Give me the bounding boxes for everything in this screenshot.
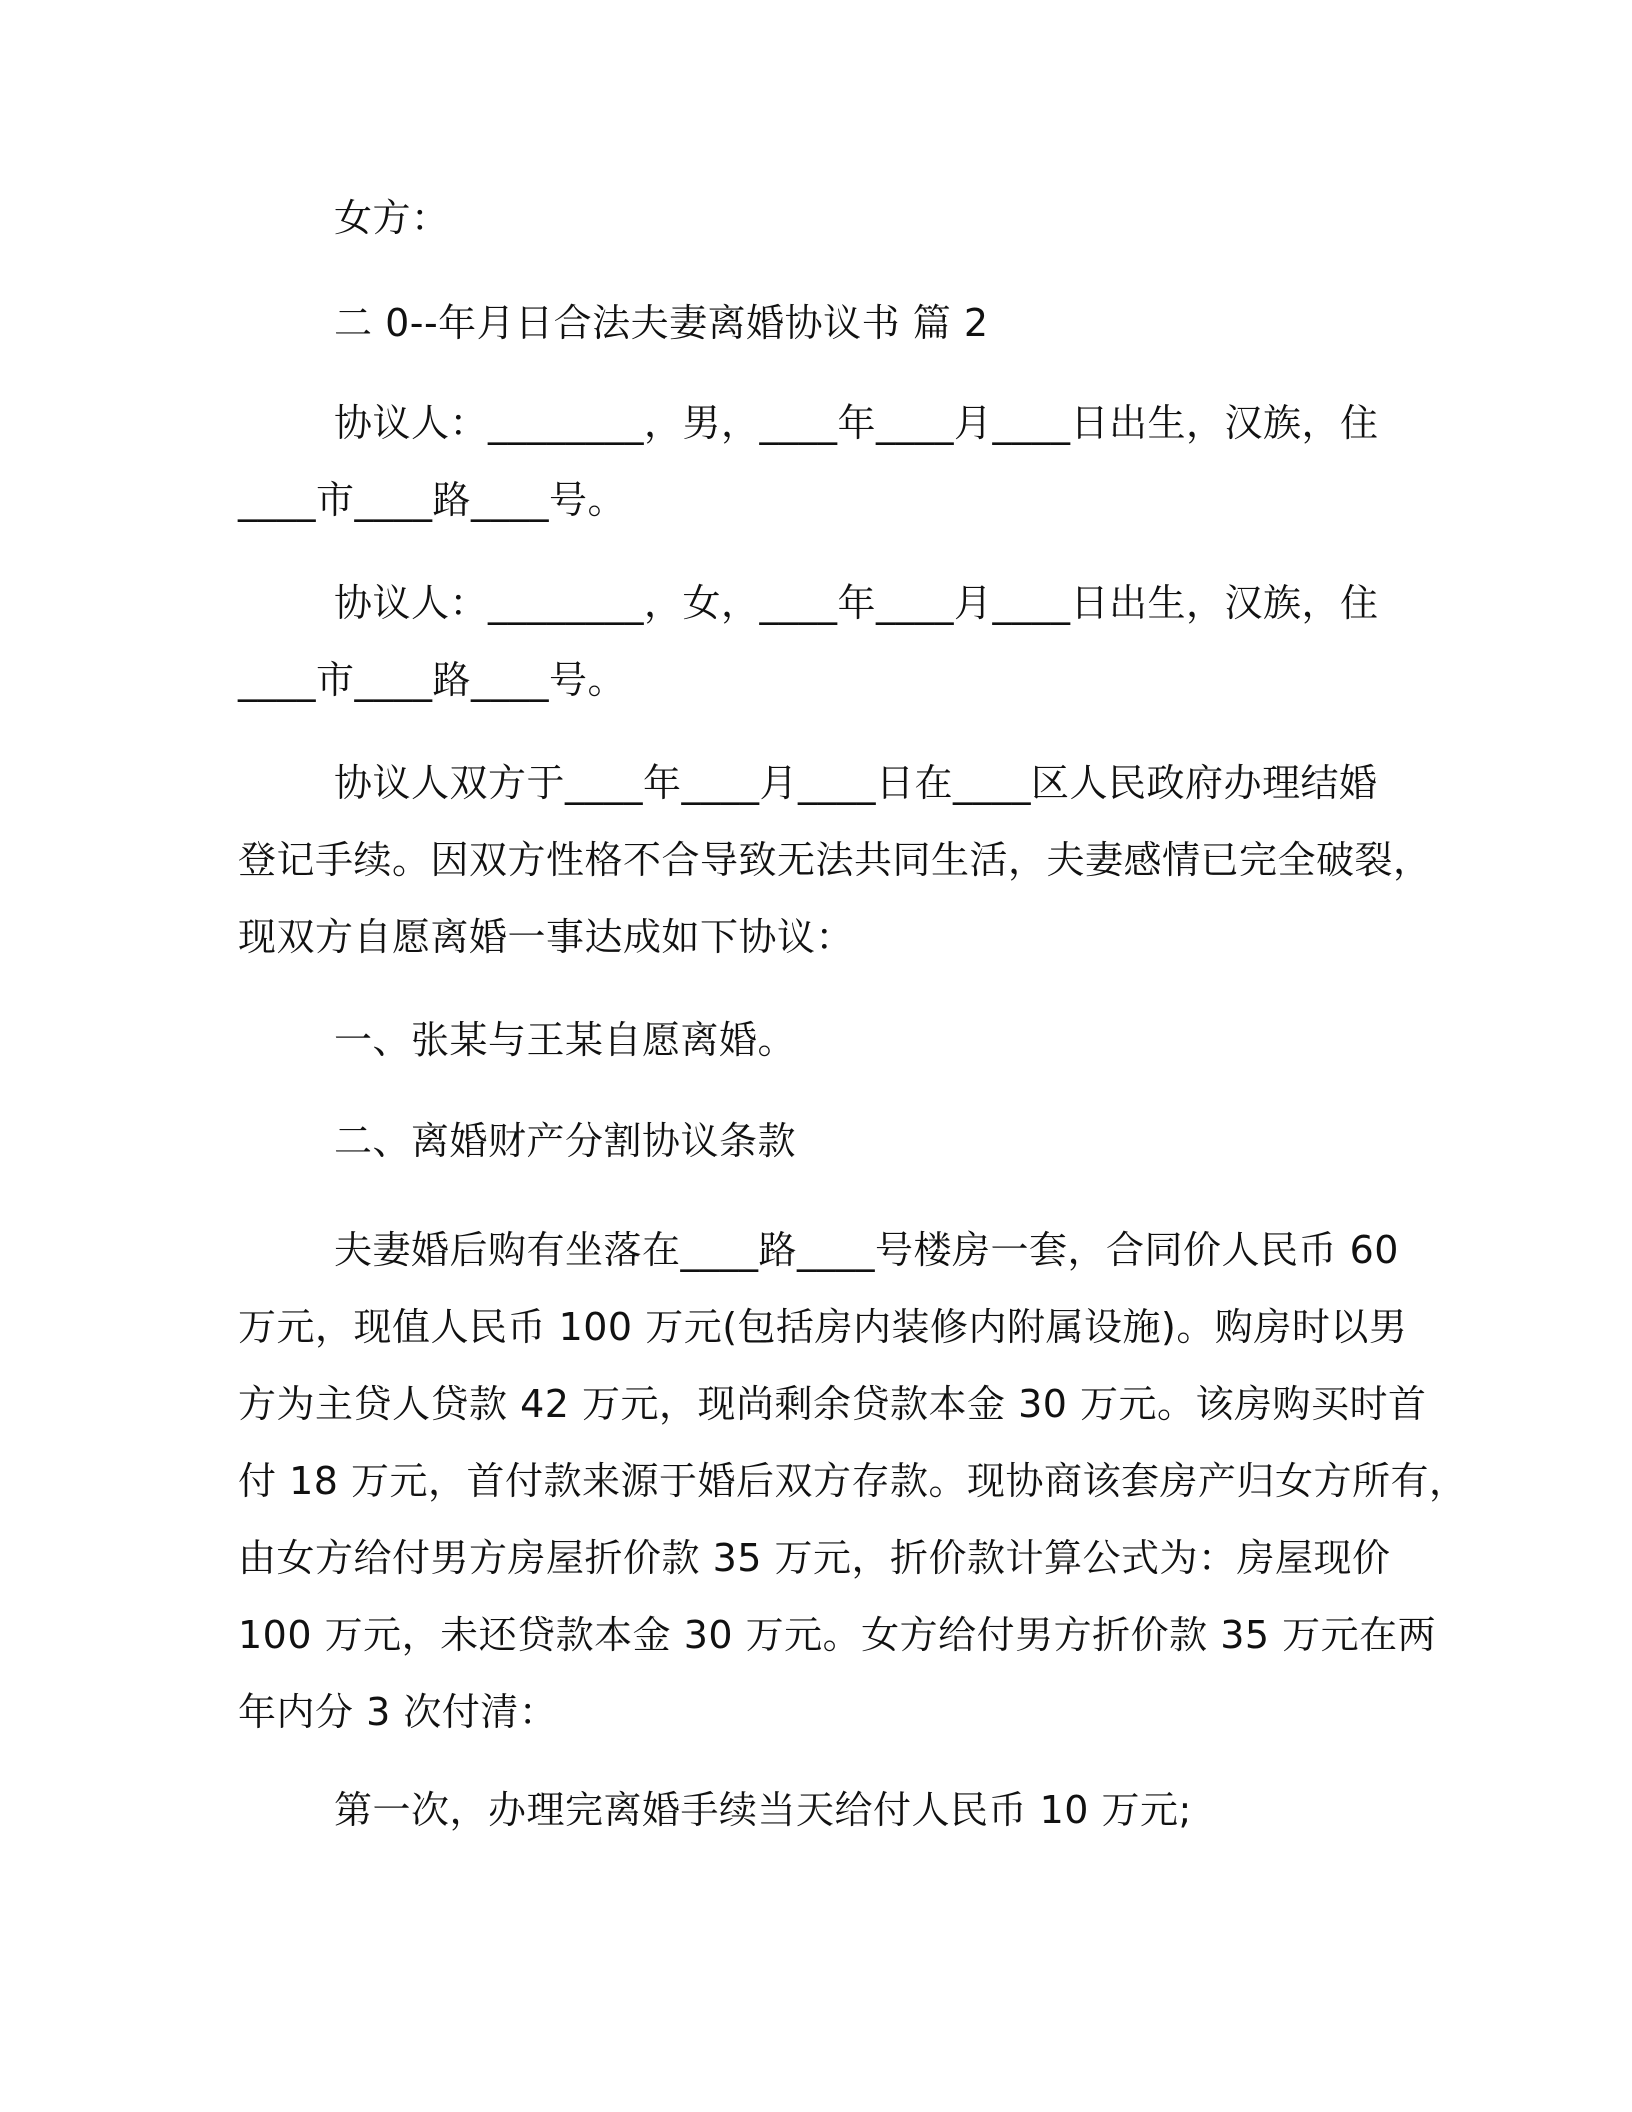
property-line-6: 100 万元，未还贷款本金 30 万元。女方给付男方折价款 35 万元在两 [238, 1613, 1437, 1657]
party-male-paragraph [238, 385, 1398, 539]
female-party-label: 女方： [334, 196, 450, 240]
party-male-line-1: 协议人：________，男，____年____月____日出生，汉族，住 [334, 401, 1379, 445]
intro-line-3: 现双方自愿离婚一事达成如下协议： [238, 915, 855, 959]
property-line-5: 由女方给付男方房屋折价款 35 万元，折价款计算公式为：房屋现价 [238, 1536, 1391, 1580]
property-line-7: 年内分 3 次付清： [238, 1690, 558, 1734]
party-female-line-2: ____市____路____号。 [238, 658, 627, 702]
property-paragraph [238, 1212, 1468, 1751]
intro-paragraph [238, 745, 1432, 976]
agreement-title-block [238, 285, 1398, 362]
property-line-2: 万元，现值人民币 100 万元(包括房内装修内附属设施)。购房时以男 [238, 1305, 1408, 1349]
clause-2-block [238, 1103, 1398, 1180]
party-male-line-2: ____市____路____号。 [238, 478, 627, 522]
property-line-4: 付 18 万元，首付款来源于婚后双方存款。现协商该套房产归女方所有， [238, 1459, 1468, 1503]
agreement-title: 二 0--年月日合法夫妻离婚协议书 篇 2 [334, 301, 989, 345]
property-line-3: 方为主贷人贷款 42 万元，现尚剩余贷款本金 30 万元。该房购买时首 [238, 1382, 1427, 1426]
property-line-1: 夫妻婚后购有坐落在____路____号楼房一套，合同价人民币 60 [334, 1228, 1399, 1272]
payment-1-block [238, 1772, 1398, 1849]
party-female-line-1: 协议人：________，女，____年____月____日出生，汉族，住 [334, 581, 1379, 625]
clause-1: 一、张某与王某自愿离婚。 [334, 1018, 797, 1062]
clause-2: 二、离婚财产分割协议条款 [334, 1119, 797, 1163]
intro-line-2: 登记手续。因双方性格不合导致无法共同生活，夫妻感情已完全破裂， [238, 838, 1432, 882]
clause-1-block [238, 1002, 1398, 1079]
party-female-paragraph [238, 565, 1398, 719]
female-party-label-block [238, 180, 1398, 257]
payment-1: 第一次，办理完离婚手续当天给付人民币 10 万元; [334, 1788, 1192, 1832]
intro-line-1: 协议人双方于____年____月____日在____区人民政府办理结婚 [334, 761, 1378, 805]
